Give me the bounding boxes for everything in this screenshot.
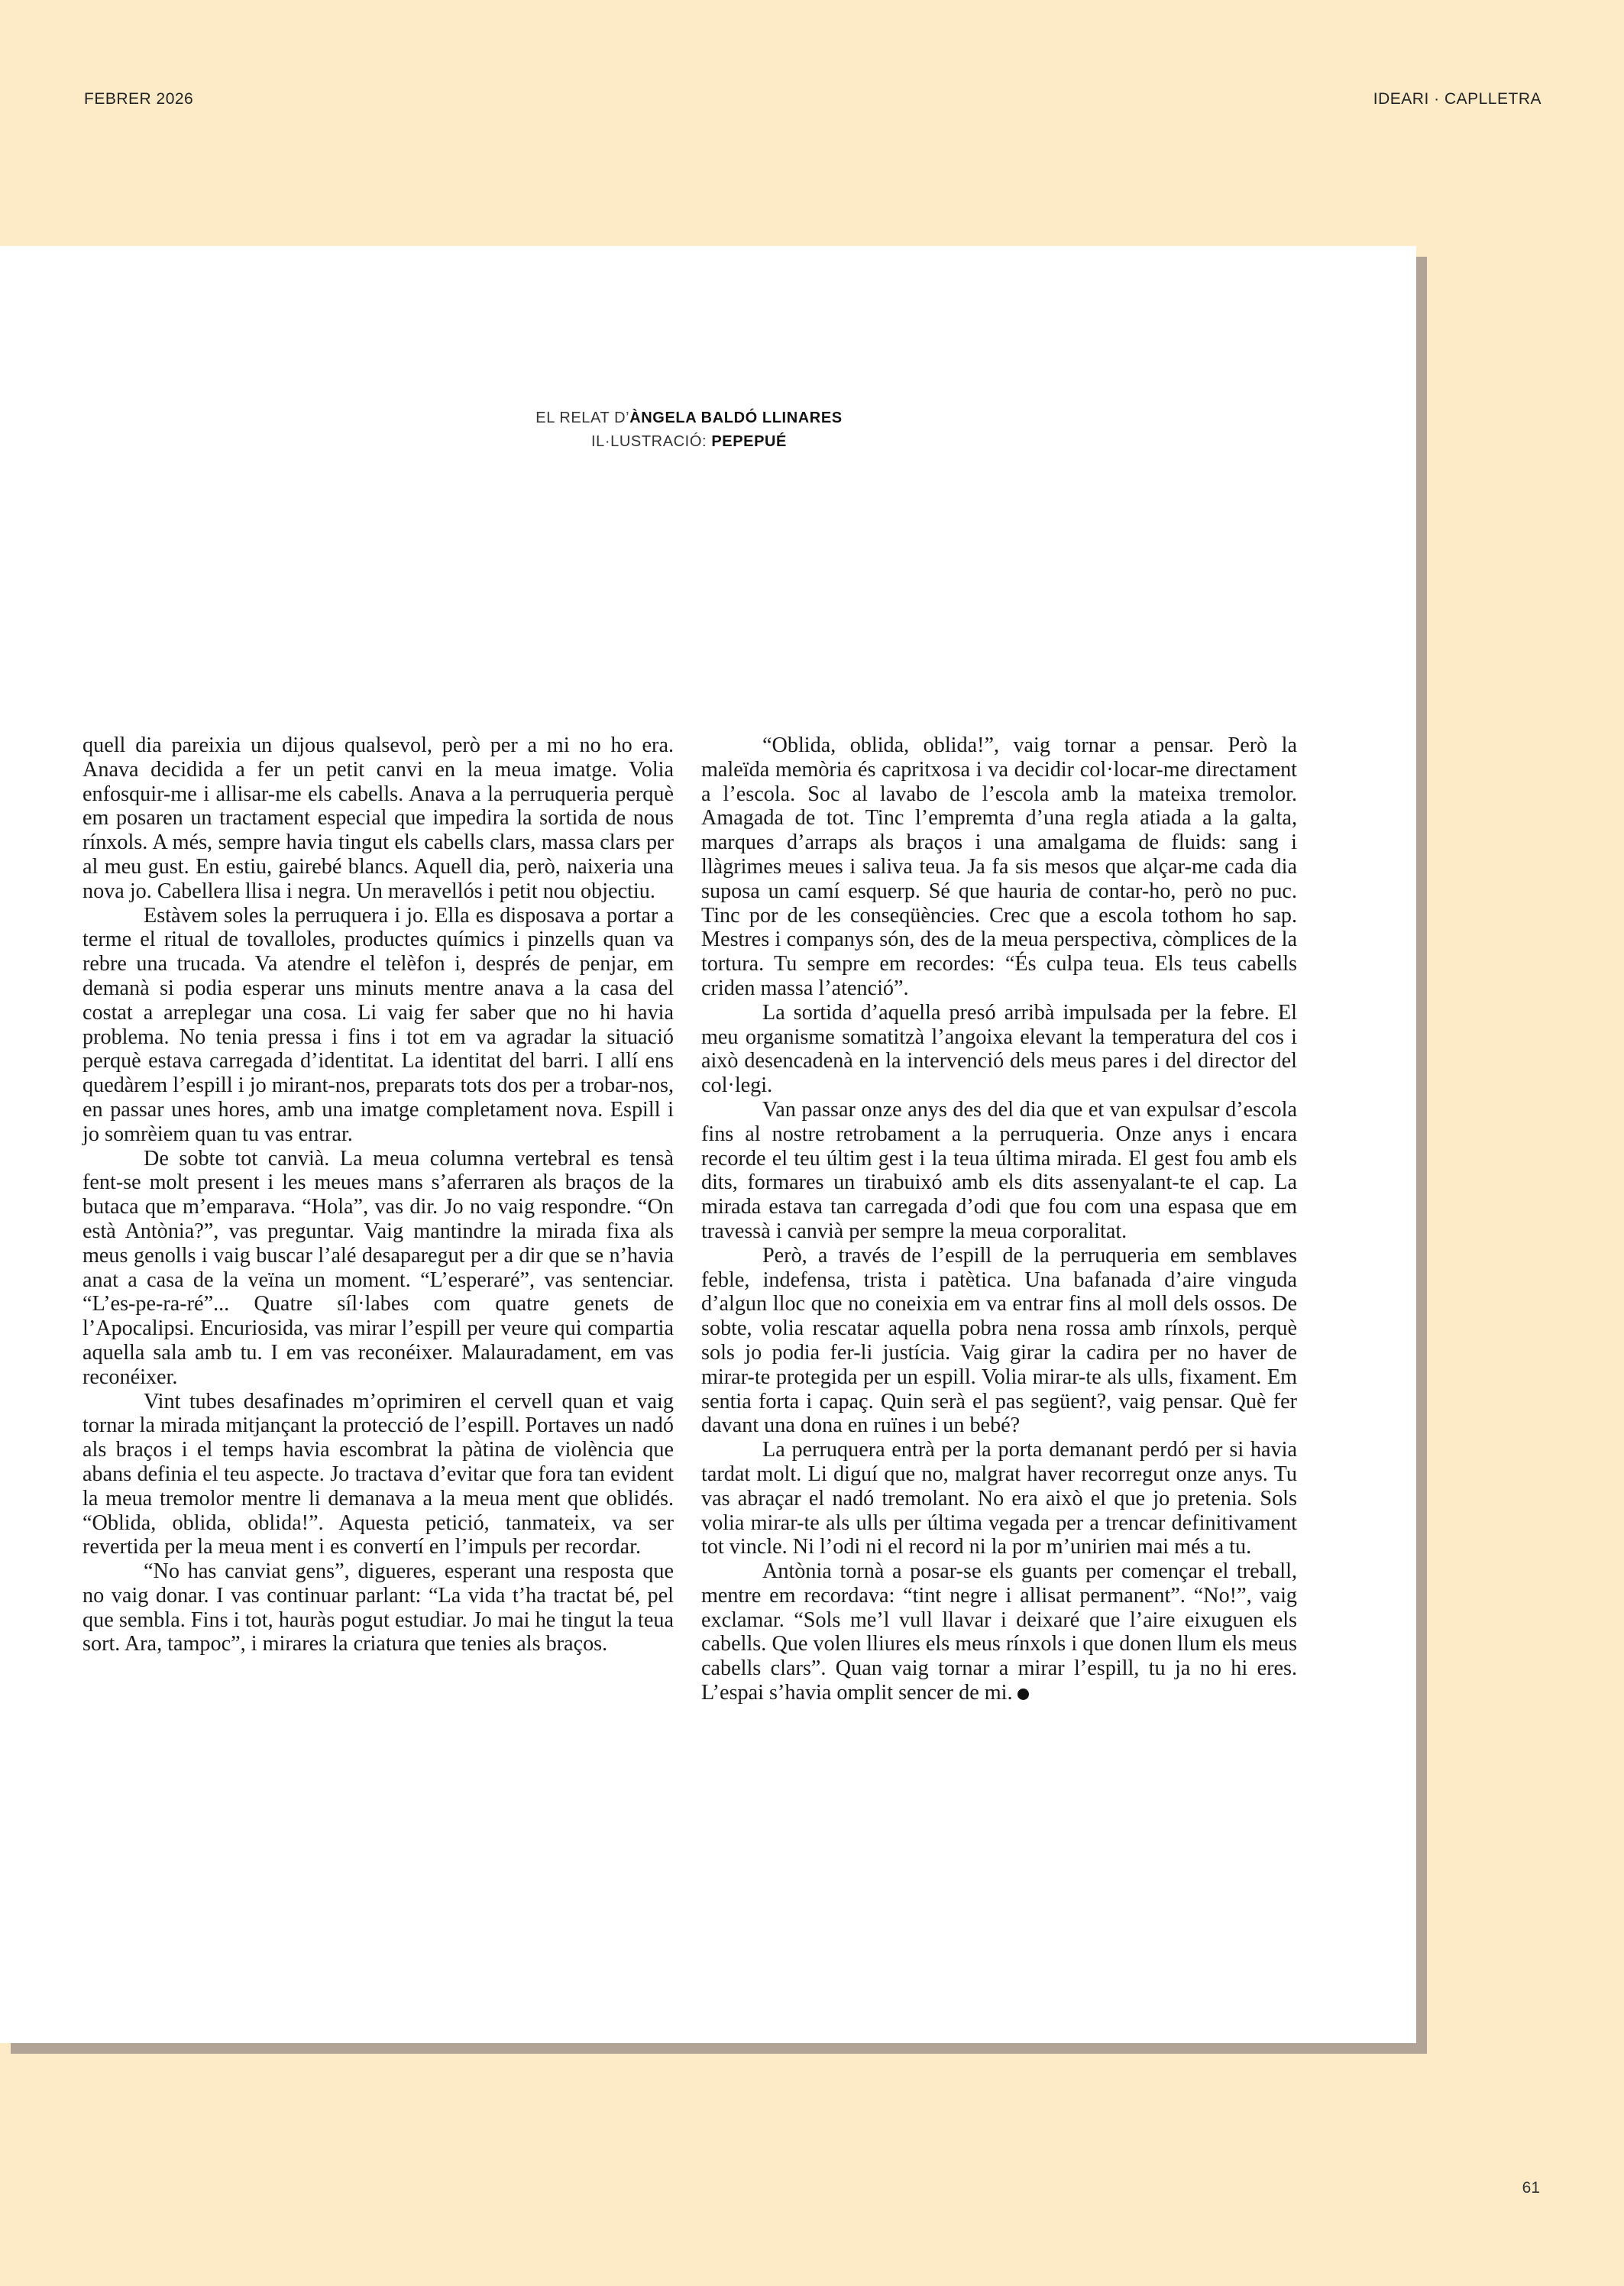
running-head-section: IDEARI · CAPLLETRA xyxy=(1373,90,1542,108)
paragraph: Però, a través de l’espill de la perruqueria em semblaves feble, indefensa, trista i patètica. Una bafanada d’aire vinguda d’algun lloc que no coneixia em va entrar fins al moll dels ossos. De sobte, volia rescatar aquella pobra nena rossa amb rínxols, perquè sols jo podia fer-li justícia. Vaig girar la cadira per no haver de mirar-te protegida per un espill. Volia mirar-te als ulls, fixament. Em sentia forta i capaç. Quin serà el pas següent?, vaig pensar. Què fer davant una dona en ruïnes i un bebé? xyxy=(701,1243,1297,1438)
story-sheet xyxy=(0,246,1416,2043)
story-column-left xyxy=(82,733,674,1656)
byline xyxy=(0,406,1378,454)
end-of-story-icon xyxy=(1017,1689,1029,1700)
paragraph: Estàvem soles la perruquera i jo. Ella es disposava a portar a terme el ritual de tovalloles, productes químics i pinzells quan va rebre una trucada. Va atendre el telèfon i, després de penjar, em demanà si podia esperar uns minuts mentre anava a la casa del costat a arreplegar una cosa. Li vaig fer saber que no hi havia problema. No tenia pressa i fins i tot em va agradar la situació perquè estava carregada d’identitat. La identitat del barri. I allí ens quedàrem l’espill i jo mirant-nos, preparats tots dos per a trobar-nos, en passar unes hores, amb una imatge completament nova. Espill i jo somrèiem quan tu vas entrar. xyxy=(82,903,674,1146)
author-name: ÀNGELA BALDÓ LLINARES xyxy=(629,410,843,426)
author-line xyxy=(0,406,1378,430)
paragraph: quell dia pareixia un dijous qualsevol, però per a mi no ho era. Anava decidida a fer un petit canvi en la meua imatge. Volia enfosquir-me i allisar-me els cabells. Anava a la perruqueria perquè em posaren un tractament especial que impedira la sortida de nous rínxols. A més, sempre havia tingut els cabells clars, massa clars per al meu gust. En estiu, gairebé blancs. Aquell dia, però, naixeria una nova jo. Cabellera llisa i negra. Un meravellós i petit nou objectiu. xyxy=(82,733,674,903)
paragraph-final xyxy=(701,1559,1297,1705)
illustrator-prefix: IL·LUSTRACIÓ: xyxy=(590,433,712,450)
illustrator-line xyxy=(0,430,1378,454)
final-paragraph-text: Antònia tornà a posar-se els guants per començar el treball, mentre em recordava: “tint negre i allisat permanent”. “No!”, vaig exclamar. “Sols me’l vull llavar i deixaré que l’aire eixuguen els cabells. Que volen lliures els meus rínxols i que donen llum els meus cabells clars”. Quan vaig tornar a mirar l’espill, tu ja no hi eres. L’espai s’havia omplit sencer de mi. xyxy=(701,1559,1297,1705)
illustrator-name: PEPEPUÉ xyxy=(711,433,787,450)
paragraph: Vint tubes desafinades m’oprimiren el cervell quan et vaig tornar la mirada mitjançant la protecció de l’espill. Portaves un nadó als braços i el temps havia escombrat la pàtina de violència que abans definia el teu aspecte. Jo tractava d’evitar que fora tan evident la meua tremolor mentre li demanava a la meua ment que oblidés. “Oblida, oblida, oblida!”. Aquesta petició, tanmateix, va ser revertida per la meua ment i es convertí en l’impuls per recordar. xyxy=(82,1389,674,1559)
paragraph: “Oblida, oblida, oblida!”, vaig tornar a pensar. Però la maleïda memòria és capritxosa i va decidir col·locar-me directament a l’escola. Soc al lavabo de l’escola amb la mateixa tremolor. Amagada de tot. Tinc l’empremta d’una regla atiada a la galta, marques d’arraps als braços i una amalgama de fluids: sang i llàgrimes meues i saliva teua. Ja fa sis mesos que alçar-me cada dia suposa un camí esquerp. Sé que hauria de contar-ho, però no puc. Tinc por de les conseqüències. Crec que a escola tothom ho sap. Mestres i companys són, des de la meua perspectiva, còmplices de la tortura. Tu sempre em recordes: “És culpa teua. Els teus cabells criden massa l’atenció”. xyxy=(701,733,1297,1000)
running-head-date: FEBRER 2026 xyxy=(84,90,194,108)
paragraph: “No has canviat gens”, digueres, esperant una resposta que no vaig donar. I vas continuar parlant: “La vida t’ha tractat bé, pel que sembla. Fins i tot, hauràs pogut estudiar. Jo mai he tingut la teua sort. Ara, tampoc”, i mirares la criatura que tenies als braços. xyxy=(82,1559,674,1656)
story-column-right xyxy=(701,733,1297,1705)
paragraph: De sobte tot canvià. La meua columna vertebral es tensà fent-se molt present i les meues mans s’aferraren als braços de la butaca que m’emparava. “Hola”, vas dir. Jo no vaig respondre. “On està Antònia?”, vas preguntar. Vaig mantindre la mirada fixa als meus genolls i vaig buscar l’alé desaparegut per a dir que se n’havia anat a casa de la veïna un moment. “L’esperaré”, vas sentenciar. “L’es-pe-ra-ré”... Quatre síl·labes com quatre genets de l’Apocalipsi. Encuriosida, vas mirar l’espill per veure qui compartia aquella sala amb tu. I em vas reconéixer. Malauradament, em vas reconéixer. xyxy=(82,1146,674,1389)
page-number: 61 xyxy=(1522,2179,1540,2197)
paragraph: La perruquera entrà per la porta demanant perdó per si havia tardat molt. Li diguí que no, malgrat haver recorregut onze anys. Tu vas abraçar el nadó tremolant. No era això el que jo pretenia. Sols volia mirar-te als ulls per última vegada per a trencar definitivament tot vincle. Ni l’odi ni el record ni la por m’unirien mai més a tu. xyxy=(701,1438,1297,1559)
paragraph: La sortida d’aquella presó arribà impulsada per la febre. El meu organisme somatitzà l’angoixa elevant la temperatura del cos i això desencadenà en la intervenció dels meus pares i del director del col·legi. xyxy=(701,1000,1297,1098)
author-prefix: EL RELAT D’ xyxy=(535,410,630,426)
paragraph: Van passar onze anys des del dia que et van expulsar d’escola fins al nostre retrobament a la perruqueria. Onze anys i encara recorde el teu últim gest i la teua última mirada. El gest fou amb els dits, formares un tirabuixó amb els dits assenyalant-te el cap. La mirada estava tan carregada d’odi que fou com una espasa que em travessà i canvià per sempre la meua corporalitat. xyxy=(701,1097,1297,1243)
